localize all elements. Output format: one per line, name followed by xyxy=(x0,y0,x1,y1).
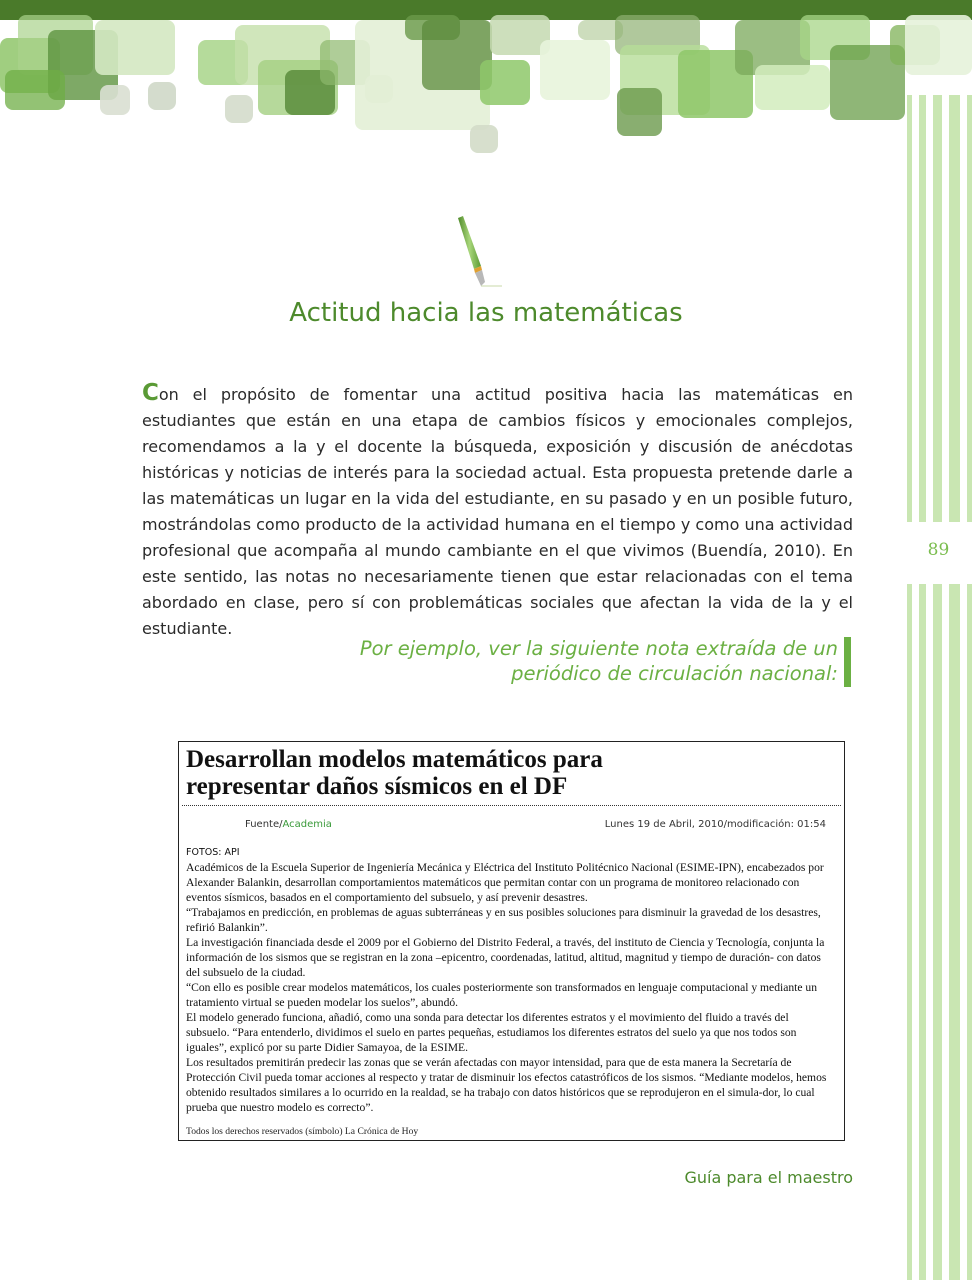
intro-paragraph xyxy=(142,382,853,642)
article-paragraph: Los resultados premitirán predecir las zonas que se verán afectadas con mayor intensidad, para que de esta manera la Secretaría de Protección Civil pueda tomar acciones al respecto y tratar de disminuir los efectos catastróficos de los sismos. “Mediante modelos, hemos obtenido resultados similares a lo ocurrido en la realdad, se ha trabajo con datos históricos que se reprodujeron en el simula-dor, lo cual prueba que nuestro modelo es correcto”. xyxy=(186,1056,827,1114)
callout-accent-bar xyxy=(844,637,851,687)
article-source xyxy=(245,819,332,830)
page-number: 89 xyxy=(927,540,950,560)
callout-line-1: Por ejemplo, ver la siguiente nota extraída de un xyxy=(359,637,838,660)
decorative-squares-header xyxy=(0,20,972,170)
article-paragraph: El modelo generado funciona, añadió, como una sonda para detectar los diferentes estratos y el movimiento del fluido a través del subsuelo. “Para entenderlo, dividimos el suelo en partes pequeñas, estudiamos los diferentes estratos del suelo ya que nos todos son iguales”, explicó por su parte Didier Samayoa, de la ESIME. xyxy=(186,1011,797,1054)
pen-icon xyxy=(452,216,508,292)
callout-quote xyxy=(300,636,838,686)
photo-credit: FOTOS: API xyxy=(186,847,240,858)
article-paragraph: La investigación financiada desde el 2009 por el Gobierno del Distrito Federal, a través, del instituto de Ciencia y Tecnología, conjunta la información de los sismos que se registran en la zona –epicentro, coordenadas, latitud, altitud, magnitud y tiempo de duración- con datos del subsuelo de la ciudad. xyxy=(186,936,825,979)
footer-guide-label: Guía para el maestro xyxy=(684,1168,853,1187)
drop-cap: C xyxy=(142,380,159,406)
article-body xyxy=(186,845,831,1115)
dotted-divider xyxy=(182,805,841,806)
decorative-side-stripes xyxy=(905,95,972,1280)
source-link[interactable]: Academia xyxy=(282,819,332,830)
headline-line-2: representar daños sísmicos en el DF xyxy=(186,773,568,800)
news-article-box xyxy=(178,741,845,1141)
page-title: Actitud hacia las matemáticas xyxy=(289,298,683,328)
callout-line-2: periódico de circulación nacional: xyxy=(511,662,838,685)
copyright-notice: Todos los derechos reservados (símbolo) La Crónica de Hoy xyxy=(186,1126,419,1137)
article-headline xyxy=(186,746,836,800)
article-paragraph: “Trabajamos en predicción, en problemas de aguas subterráneas y en sus posibles soluciones para disminuir la gravedad de los desastres, refirió Balankin”. xyxy=(186,906,821,934)
headline-line-1: Desarrollan modelos matemáticos para xyxy=(186,746,603,773)
source-label: Fuente/ xyxy=(245,819,283,830)
article-paragraph: “Con ello es posible crear modelos matemáticos, los cuales posteriormente son transformados en lenguaje computacional y mediante un tratamiento virtual se pueden modelar los suelos”, abundó. xyxy=(186,981,818,1009)
article-date: Lunes 19 de Abril, 2010/modificación: 01:54 xyxy=(604,819,826,830)
intro-text: on el propósito de fomentar una actitud positiva hacia las matemáticas en estudiantes que están en una etapa de cambios físicos y emocionales complejos, recomendamos a la y el docente la búsqueda, exposición y discusión de anécdotas históricas y noticias de interés para la sociedad actual. Esta propuesta pretende darle a las matemáticas un lugar en la vida del estudiante, en su pasado y en un posible futuro, mostrándolas como producto de la actividad humana en el tiempo y como una actividad profesional que acompaña al mundo cambiante en el que vivimos (Buendía, 2010). En este sentido, las notas no necesariamente tienen que estar relacionadas con el tema abordado en clase, pero sí con problemáticas sociales que afectan la vida de la y el estudiante. xyxy=(142,385,853,638)
article-paragraph: Académicos de la Escuela Superior de Ingeniería Mecánica y Eléctrica del Instituto Politécnico Nacional (ESIME-IPN), encabezados por Alexander Balankin, desarrollan comportamientos matemáticos que permitan contar con un programa de monitoreo relacionado con eventos sísmicos, basados en el comportamiento del subsuelo, y así prevenir desastres. xyxy=(186,861,824,904)
